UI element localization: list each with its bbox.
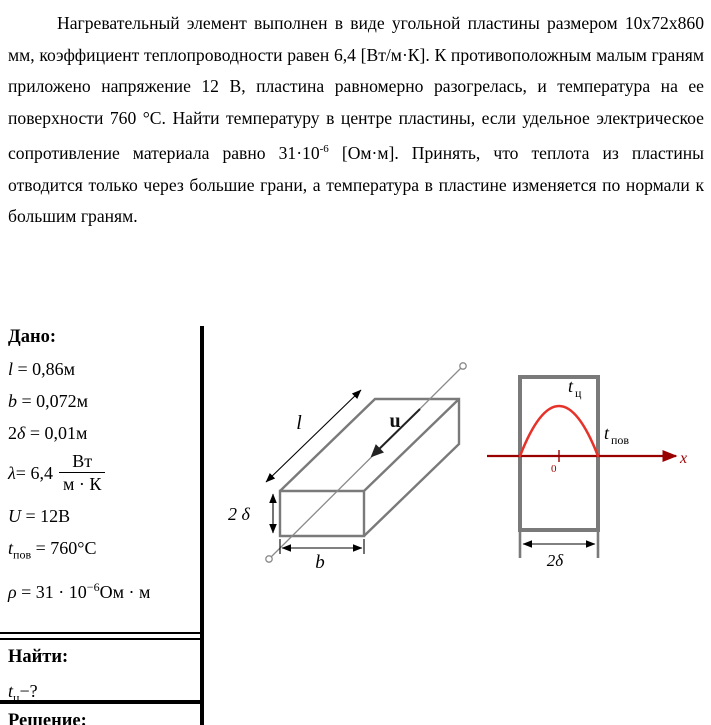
- given-surface-temp: [8, 537, 203, 566]
- temperature-curve: [520, 406, 598, 456]
- given-conductivity-value: = 6,4: [15, 462, 53, 483]
- var-rho: ρ: [8, 581, 17, 602]
- origin-label: 0: [551, 463, 557, 475]
- solution-heading: Решение:: [8, 711, 87, 725]
- fraction-denominator: м · К: [59, 472, 105, 494]
- column-divider: [200, 326, 204, 725]
- given-voltage: [8, 505, 203, 527]
- problem-statement: [8, 8, 704, 233]
- var-b: b: [8, 391, 17, 411]
- given-thickness-value: = 0,01м: [25, 423, 88, 443]
- problem-text: Нагревательный элемент выполнен в виде угольной пластины размером 10х72х860 мм, коэффициент теплопроводности равен 6,4 [Вт/м·К]. К противоположным малым граням приложено напряжение 12 В, пластина равномерно разогрелась, и температура на ее поверхности 760 °С. Найти температуру в центре пластины, если удельное электрическое сопротивление материала равно 31·10: [8, 13, 704, 164]
- var-l: l: [8, 359, 14, 379]
- given-resistivity-value: = 31 · 10: [16, 581, 87, 602]
- given-section: [8, 326, 203, 603]
- temperature-profile-plot: [483, 358, 703, 578]
- current-axis-line: [269, 366, 463, 559]
- given-surface-temp-value: = 760°С: [31, 538, 97, 558]
- t-surface-subscript: пов: [13, 547, 32, 562]
- given-length-value: = 0,86м: [13, 359, 76, 379]
- t-surface-sub-label: пов: [611, 433, 630, 447]
- var-t-center: t: [8, 681, 14, 701]
- t-surface-label: t: [604, 423, 610, 443]
- var-delta: δ: [17, 423, 26, 443]
- width-label: b: [315, 552, 325, 573]
- given-width: [8, 390, 203, 412]
- var-lambda: λ: [8, 462, 16, 483]
- find-heading: Найти:: [8, 647, 69, 667]
- unit-fraction: [59, 451, 105, 494]
- dimension-length: [266, 390, 361, 482]
- x-axis-label: x: [680, 450, 688, 467]
- given-thickness: [8, 422, 203, 444]
- t-center-subscript: ц: [13, 690, 20, 705]
- current-label: u: [389, 410, 401, 432]
- fraction-numerator: Вт: [72, 451, 93, 471]
- plate-outline: [280, 399, 459, 536]
- given-heading: Дано:: [8, 327, 57, 347]
- profile-width-label: 2δ: [546, 551, 564, 570]
- problem-text-tail: [Ом·м]. Принять, что теплота из пластины отводится только через большие грани, а температура в пластине изменяется по нормали к большим граням.: [8, 143, 704, 227]
- given-voltage-value: = 12В: [21, 506, 71, 526]
- given-length: [8, 358, 203, 380]
- var-t: t: [8, 538, 14, 558]
- var-U: U: [8, 506, 21, 526]
- resistivity-unit: Ом · м: [99, 581, 151, 602]
- given-find-divider: [0, 632, 204, 640]
- axis-end-circle-top: [460, 363, 466, 369]
- given-conductivity: [8, 451, 203, 494]
- delta-coef: 2: [8, 423, 17, 443]
- plate-3d-diagram: [206, 330, 496, 590]
- find-item: [8, 680, 68, 709]
- axis-end-circle-bottom: [266, 556, 272, 562]
- thickness-label: 2 δ: [228, 504, 250, 524]
- t-center-label: t: [568, 376, 574, 396]
- find-question: −?: [19, 681, 38, 701]
- find-section: [8, 646, 68, 709]
- length-label: l: [296, 412, 302, 434]
- problem-exponent: -6: [319, 143, 329, 156]
- given-width-value: = 0,072м: [17, 391, 89, 411]
- given-resistivity: [8, 576, 203, 603]
- resistivity-exponent: −6: [86, 579, 100, 594]
- t-center-sub-label: ц: [575, 386, 582, 400]
